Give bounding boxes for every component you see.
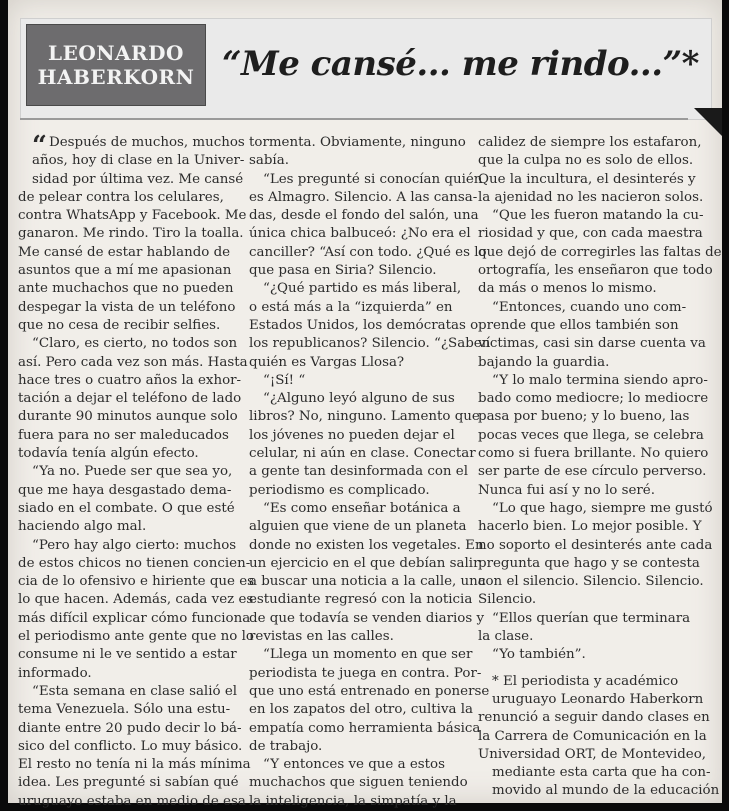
paragraph-line: “Lo que hago, siempre me gustó [492, 500, 713, 516]
paragraph-line: “¿Qué partido es más liberal, [263, 281, 462, 297]
paragraph-line: calidez de siempre los estafaron, [478, 135, 702, 150]
paragraph-line: bado como mediocre; lo mediocre [478, 391, 709, 407]
paragraph-line: a buscar una noticia a la calle, una [249, 574, 486, 590]
paragraph-line: que me haya desgastado dema- [18, 482, 232, 498]
paragraph-line: da más o menos lo mismo. [478, 281, 657, 297]
paragraph-line: Estados Unidos, los demócratas o [249, 317, 479, 333]
paragraph-line: ortografía, les enseñaron que todo [478, 263, 713, 279]
paragraph-line: es Almagro. Silencio. A las cansa- [249, 189, 478, 205]
paragraph-line: Nunca fui así y no lo seré. [478, 482, 655, 498]
paragraph-line: ser parte de ese círculo perverso. [478, 464, 707, 480]
paragraph-line: un ejercicio en el que debían salir [249, 555, 480, 571]
paragraph-line: los republicanos? Silencio. “¿Saben [249, 336, 491, 352]
paragraph-line: asuntos que a mí me apasionan [18, 263, 232, 279]
footnote-line: Universidad ORT, de Montevideo, [478, 746, 707, 762]
paragraph-line: años, hoy di clase en la Univer- [32, 153, 245, 169]
paragraph-line: prende que ellos también son [478, 317, 679, 333]
paragraph-line: los jóvenes no pueden dejar el [249, 427, 455, 443]
paragraph-line: hacerlo bien. Lo mejor posible. Y [478, 519, 702, 535]
paragraph-line: tación a dejar el teléfono de lado [18, 391, 242, 407]
paragraph-line: libros? No, ninguno. Lamento que [249, 409, 480, 425]
paragraph-line: pocas veces que llega, se celebra [478, 427, 704, 443]
paragraph-line: el periodismo ante gente que no lo [18, 629, 254, 645]
paragraph-line: empatía como herramienta básica [249, 720, 481, 736]
paragraph-line: no soporto el desinterés ante cada [478, 537, 713, 553]
author-first-name: LEONARDO [48, 41, 184, 65]
paragraph-line: bajando la guardia. [478, 354, 610, 370]
paragraph-line: hace tres o cuatro años la exhor- [18, 372, 242, 388]
paragraph-line: en los zapatos del otro, cultiva la [249, 702, 474, 718]
paragraph-line: sabía. [249, 153, 289, 169]
author-box [26, 24, 206, 106]
footnote-line: renunció a seguir dando clases en [478, 710, 710, 726]
column-1 [18, 131, 255, 811]
paragraph-line: “Y entonces ve que a estos [263, 757, 445, 773]
paragraph-line: das, desde el fondo del salón, una [249, 208, 479, 224]
paragraph-line: “Y lo malo termina siendo apro- [492, 372, 708, 388]
paragraph-line: informado. [18, 665, 92, 681]
paragraph-line: tormenta. Obviamente, ninguno [249, 135, 466, 150]
paragraph-line: siado en el combate. O que esté [18, 500, 235, 516]
footnote-line: la Carrera de Comunicación en la [478, 728, 707, 744]
paragraph-line: despegar la vista de un teléfono [18, 299, 236, 315]
paragraph-line: fuera para no ser maleducados [18, 427, 229, 443]
paragraph-line: uruguayo estaba en medio de esa [18, 793, 246, 809]
paragraph-line: donde no existen los vegetales. En [249, 537, 484, 553]
paragraph-line: más difícil explicar cómo funciona [18, 610, 251, 626]
paragraph-line: haciendo algo mal. [18, 519, 147, 535]
paragraph-line: riosidad y que, con cada maestra [478, 226, 703, 242]
paragraph-line: ante muchachos que no pueden [18, 281, 234, 297]
paragraph-line: pregunta que hago y se contesta [478, 555, 700, 571]
page-corner [694, 108, 722, 136]
paragraph-line: de pelear contra los celulares, [18, 189, 224, 205]
paragraph-line: la inteligencia, la simpatía y la [249, 793, 457, 809]
paragraph-line: pasa por bueno; y lo bueno, las [478, 409, 690, 425]
footnote-line: movido al mundo de la educación [492, 783, 720, 799]
footnote-line: uruguayo Leonardo Haberkorn [492, 691, 704, 707]
paragraph-line: consume ni le ve sentido a estar [18, 647, 237, 663]
paragraph-line: de trabajo. [249, 738, 323, 754]
headline: “Me cansé... me rindo...”* [222, 44, 699, 84]
paragraph-line: “¿Alguno leyó alguno de sus [263, 391, 455, 407]
dropcap-quote: “ [32, 131, 47, 161]
paragraph-line: “Entonces, cuando uno com- [492, 299, 687, 315]
paragraph-line: “Que les fueron matando la cu- [492, 208, 704, 224]
paragraph-line: “Esta semana en clase salió el [32, 683, 238, 699]
paragraph-line: revistas en las calles. [249, 629, 394, 645]
paragraph-line: canciller? “Así con todo. ¿Qué es lo [249, 244, 487, 260]
paragraph-line: sico del conflicto. Lo muy básico. [18, 738, 243, 754]
paragraph-line: que dejó de corregirles las faltas de [478, 244, 722, 260]
paragraph-line: víctimas, casi sin darse cuenta va [478, 336, 706, 352]
paragraph-line: El resto no tenía ni la más mínima [18, 757, 251, 773]
paragraph-line: con el silencio. Silencio. Silencio. [478, 574, 704, 590]
paragraph-line: “Claro, es cierto, no todos son [32, 336, 238, 352]
paragraph-line: así. Pero cada vez son más. Hasta [18, 354, 248, 370]
paragraph-line: idea. Les pregunté si sabían qué [18, 775, 239, 791]
paragraph-line: ganaron. Me rindo. Tiro la toalla. [18, 226, 244, 242]
paragraph-line: “ Después de muchos, muchos [32, 131, 245, 161]
paragraph-line: que pasa en Siria? Silencio. [249, 263, 437, 279]
paragraph-line: “Pero hay algo cierto: muchos [32, 537, 237, 553]
paragraph-line: muchachos que siguen teniendo [249, 775, 468, 791]
footnote-spacer [478, 665, 704, 673]
header-divider [20, 118, 688, 120]
paragraph-line: “¡Sí! “ [263, 372, 306, 388]
paragraph-line: “Es como enseñar botánica a [263, 500, 461, 516]
paragraph-line: de que todavía se venden diarios y [249, 610, 485, 626]
paragraph-line: periodista te juega en contra. Por- [249, 665, 482, 681]
paragraph-line: durante 90 minutos aunque solo [18, 409, 238, 425]
paragraph-line: “Yo también”. [492, 647, 586, 663]
paragraph-line: que la culpa no es solo de ellos. [478, 153, 694, 169]
paragraph-line: alguien que viene de un planeta [249, 519, 467, 535]
footnote-line: * El periodista y académico [492, 673, 679, 689]
paragraph-line: Que la incultura, el desinterés y [478, 171, 696, 187]
paragraph-line: que uno está entrenado en ponerse [249, 683, 490, 699]
paragraph-line: o está más a la “izquierda” en [249, 299, 453, 315]
paragraph-line: tema Venezuela. Sólo una estu- [18, 702, 231, 718]
footnote-line: mediante esta carta que ha con- [492, 765, 711, 781]
paragraph-line: contra WhatsApp y Facebook. Me [18, 208, 247, 224]
paragraph-line: Me cansé de estar hablando de [18, 244, 231, 260]
paragraph-line: de estos chicos no tienen concien- [18, 555, 251, 571]
paragraph-line: que no cesa de recibir selfies. [18, 317, 221, 333]
paragraph-line: celular, ni aún en clase. Conectar [249, 446, 476, 462]
paragraph-line: cia de lo ofensivo e hiriente que es [18, 574, 255, 590]
paragraph-line: “Ya no. Puede ser que sea yo, [32, 464, 233, 480]
column-2 [249, 134, 491, 811]
paragraph-line: “Ellos querían que terminara [492, 610, 691, 626]
paragraph-line: lo que hacen. Además, cada vez es [18, 592, 254, 608]
paragraph-line: todavía tenía algún efecto. [18, 446, 199, 462]
paragraph-line: la clase. [478, 629, 534, 645]
paragraph-line: sidad por última vez. Me cansé [32, 171, 244, 187]
paragraph-line: la ajenidad no les nacieron solos. [478, 189, 704, 205]
paragraph-line: periodismo es complicado. [249, 482, 430, 498]
author-last-name: HABERKORN [37, 65, 195, 89]
paragraph-line: “Llega un momento en que ser [263, 647, 473, 663]
paragraph-line: Silencio. [478, 592, 537, 608]
paragraph-line: estudiante regresó con la noticia [249, 592, 473, 608]
paragraph-line: diante entre 20 pudo decir lo bá- [18, 720, 242, 736]
paragraph-line: quién es Vargas Llosa? [249, 354, 405, 370]
paragraph-line: única chica balbuceó: ¿No era el [249, 226, 471, 242]
paragraph-line: como si fuera brillante. No quiero [478, 446, 709, 462]
paragraph-line: a gente tan desinformada con el [249, 464, 469, 480]
column-3 [478, 134, 722, 801]
paragraph-line: “Les pregunté si conocían quién [263, 171, 483, 187]
